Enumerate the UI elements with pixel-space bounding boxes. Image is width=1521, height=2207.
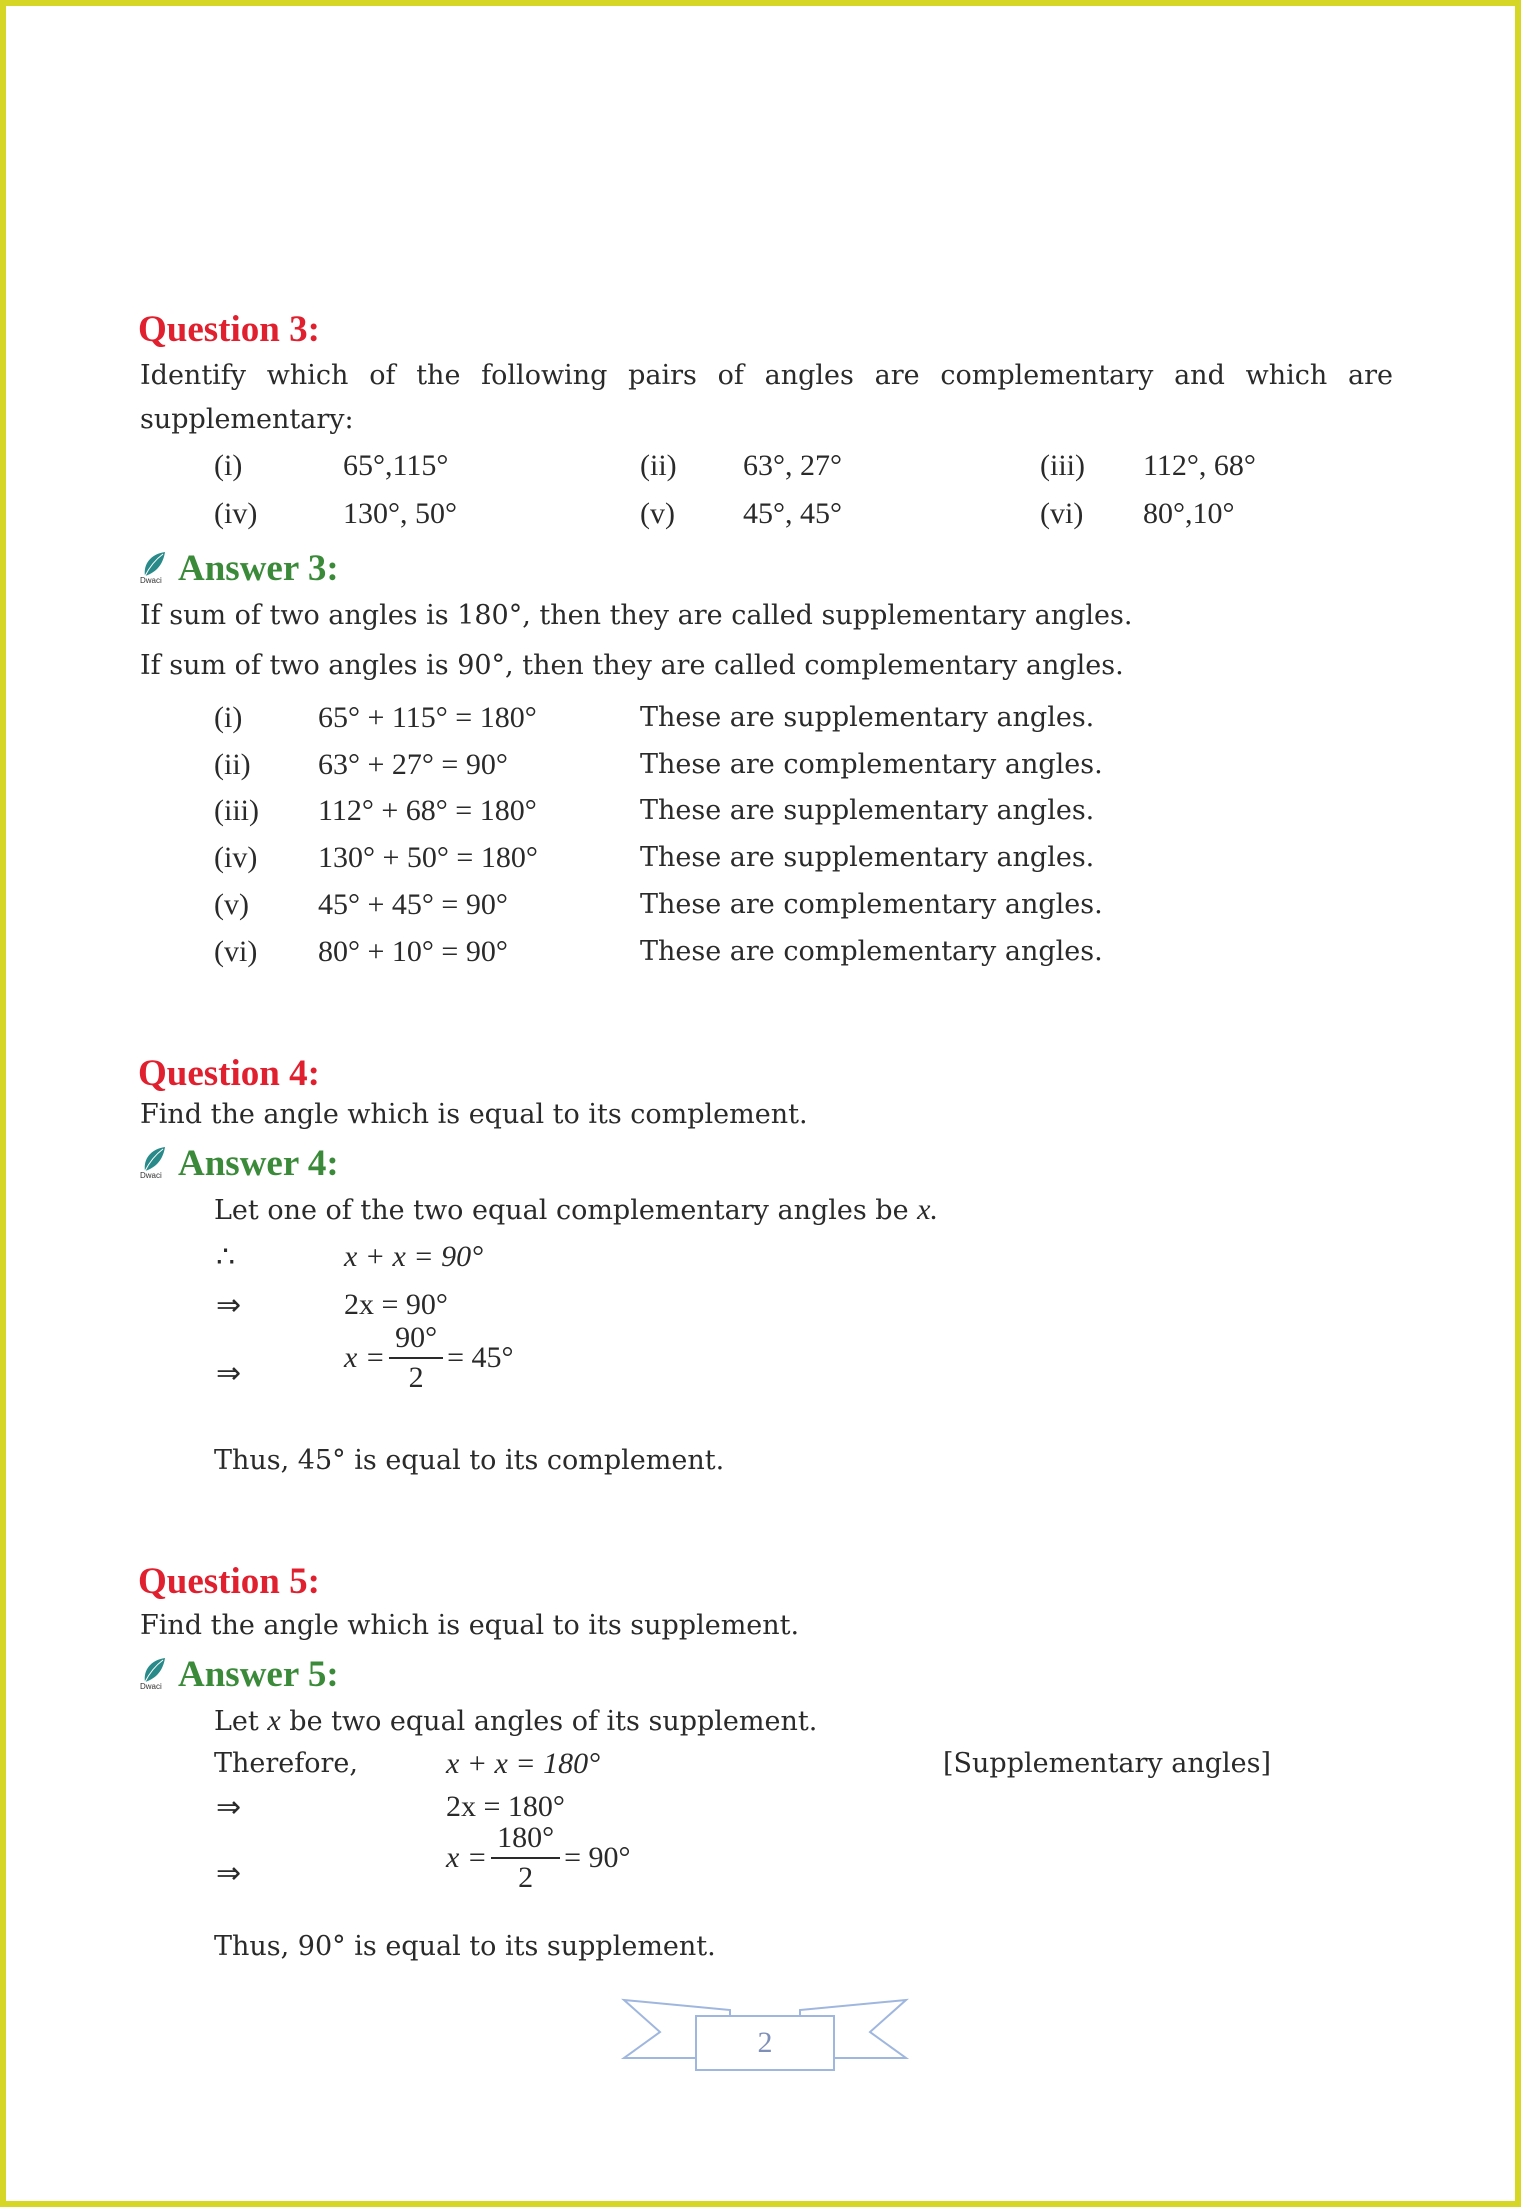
row-result: These are complementary angles. bbox=[640, 936, 1103, 967]
question-3-heading: Question 3: bbox=[138, 309, 320, 350]
step-expression: 2x = 90° bbox=[344, 1288, 448, 1321]
question-3-text-line2: supplementary: bbox=[140, 404, 354, 435]
row-result: These are supplementary angles. bbox=[640, 795, 1095, 826]
question-5-text: Find the angle which is equal to its supplement. bbox=[140, 1610, 800, 1641]
row-label: (v) bbox=[214, 888, 249, 921]
variable-x: x bbox=[267, 1704, 281, 1737]
question-3-text-line1: Identify which of the following pairs of angles are complementary and which are bbox=[140, 360, 1393, 391]
option-value: 80°,10° bbox=[1143, 497, 1235, 530]
page-number-banner bbox=[620, 1994, 910, 2074]
fraction-denominator: 2 bbox=[518, 1861, 534, 1894]
option-label: (iii) bbox=[1040, 449, 1085, 482]
row-label: (vi) bbox=[214, 935, 258, 968]
fraction-lhs: x = bbox=[344, 1341, 386, 1374]
page-number: 2 bbox=[757, 2026, 773, 2059]
implies-symbol: ⇒ bbox=[216, 1289, 242, 1322]
answer-3-heading: Answer 3: bbox=[178, 548, 339, 589]
answer-3-line1: If sum of two angles is 180°, then they are called supplementary angles. bbox=[140, 600, 1133, 631]
answer-5-intro-pre: Let bbox=[214, 1706, 259, 1737]
step-expression: x + x = 180° bbox=[446, 1747, 601, 1780]
question-4-text: Find the angle which is equal to its complement. bbox=[140, 1099, 808, 1130]
row-label: (iii) bbox=[214, 794, 259, 827]
implies-symbol: ⇒ bbox=[216, 1791, 242, 1824]
option-label: (i) bbox=[214, 449, 243, 482]
fraction-numerator: 180° bbox=[491, 1819, 560, 1859]
option-value: 130°, 50° bbox=[343, 497, 457, 530]
supplementary-note: [Supplementary angles] bbox=[943, 1748, 1272, 1779]
option-label: (v) bbox=[640, 497, 675, 530]
fraction-lhs: x = bbox=[446, 1841, 488, 1874]
answer-4-conclusion: Thus, 45° is equal to its complement. bbox=[214, 1445, 725, 1476]
option-label: (vi) bbox=[1040, 497, 1084, 530]
row-expression: 65° + 115° = 180° bbox=[318, 701, 537, 734]
svg-text:Dwaci: Dwaci bbox=[140, 576, 162, 584]
svg-text:Dwaci: Dwaci bbox=[140, 1682, 162, 1690]
fraction-rhs: = 90° bbox=[564, 1841, 631, 1874]
row-expression: 80° + 10° = 90° bbox=[318, 935, 508, 968]
question-5-heading: Question 5: bbox=[138, 1561, 320, 1602]
row-result: These are supplementary angles. bbox=[640, 702, 1095, 733]
row-label: (i) bbox=[214, 701, 243, 734]
answer-4-intro bbox=[214, 1193, 938, 1227]
step-expression: x + x = 90° bbox=[344, 1240, 484, 1273]
fraction bbox=[491, 1819, 560, 1897]
option-value: 45°, 45° bbox=[743, 497, 842, 530]
row-label: (iv) bbox=[214, 841, 258, 874]
fraction-denominator: 2 bbox=[408, 1361, 424, 1394]
row-label: (ii) bbox=[214, 748, 251, 781]
leaf-logo-icon bbox=[139, 1656, 173, 1690]
answer-4-heading: Answer 4: bbox=[178, 1143, 339, 1184]
implies-symbol: ⇒ bbox=[216, 1857, 242, 1890]
option-value: 65°,115° bbox=[343, 449, 449, 482]
answer-3-line2: If sum of two angles is 90°, then they are called complementary angles. bbox=[140, 650, 1124, 681]
fraction-rhs: = 45° bbox=[447, 1341, 514, 1374]
step-expression: 2x = 180° bbox=[446, 1790, 565, 1823]
row-expression: 63° + 27° = 90° bbox=[318, 748, 508, 781]
question-4-heading: Question 4: bbox=[138, 1053, 320, 1094]
row-result: These are supplementary angles. bbox=[640, 842, 1095, 873]
implies-symbol: ⇒ bbox=[216, 1357, 242, 1390]
row-result: These are complementary angles. bbox=[640, 889, 1103, 920]
answer-4-intro-text: Let one of the two equal complementary angles be bbox=[214, 1195, 909, 1226]
variable-x: x. bbox=[917, 1193, 938, 1226]
fraction-numerator: 90° bbox=[389, 1319, 443, 1359]
therefore-symbol: ∴ bbox=[216, 1241, 236, 1274]
fraction-step bbox=[344, 1318, 513, 1398]
row-expression: 112° + 68° = 180° bbox=[318, 794, 537, 827]
row-expression: 130° + 50° = 180° bbox=[318, 841, 538, 874]
leaf-logo-icon bbox=[139, 1145, 173, 1179]
row-result: These are complementary angles. bbox=[640, 749, 1103, 780]
fraction bbox=[389, 1319, 443, 1397]
leaf-logo-icon bbox=[139, 550, 173, 584]
option-label: (iv) bbox=[214, 497, 258, 530]
answer-5-heading: Answer 5: bbox=[178, 1654, 339, 1695]
row-expression: 45° + 45° = 90° bbox=[318, 888, 508, 921]
svg-text:Dwaci: Dwaci bbox=[140, 1171, 162, 1179]
option-label: (ii) bbox=[640, 449, 677, 482]
answer-5-intro-post: be two equal angles of its supplement. bbox=[289, 1706, 818, 1737]
fraction-step bbox=[446, 1818, 630, 1898]
answer-5-conclusion: Thus, 90° is equal to its supplement. bbox=[214, 1931, 716, 1962]
therefore-label: Therefore, bbox=[214, 1748, 358, 1779]
option-value: 112°, 68° bbox=[1143, 449, 1256, 482]
answer-5-intro bbox=[214, 1704, 817, 1738]
option-value: 63°, 27° bbox=[743, 449, 842, 482]
